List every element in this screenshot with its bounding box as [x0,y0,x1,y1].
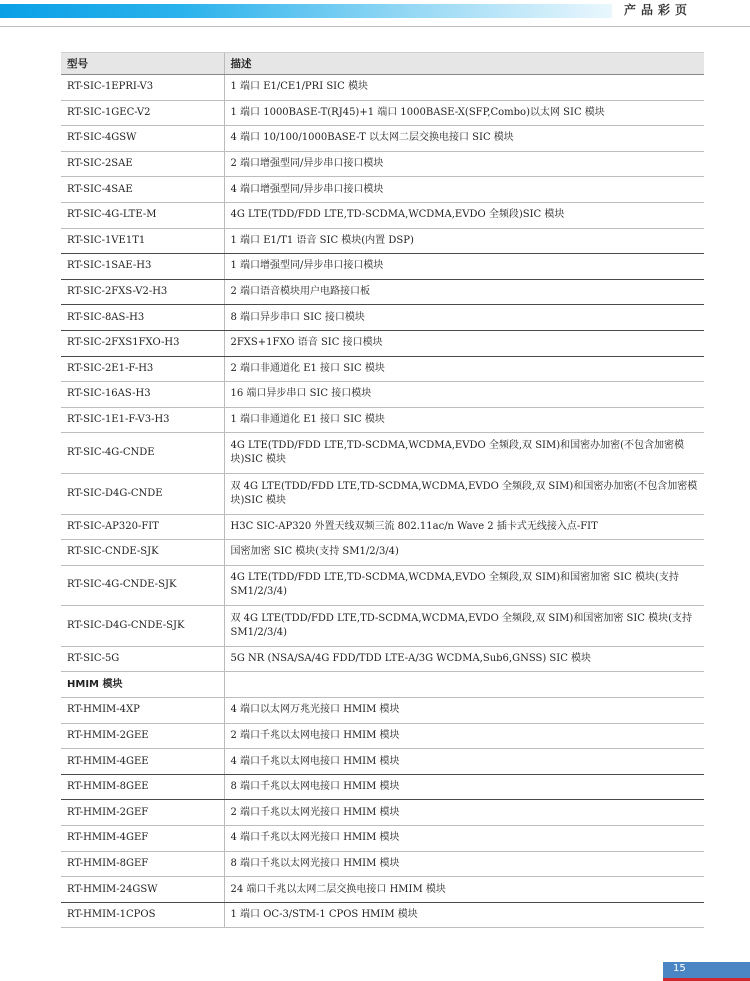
description-cell: 1 端口 OC-3/STM-1 CPOS HMIM 模块 [224,902,704,928]
table-row [61,749,704,775]
description-cell: 4 端口增强型同/异步串口接口模块 [224,177,704,203]
table-row [61,540,704,566]
description-cell: 4G LTE(TDD/FDD LTE,TD-SCDMA,WCDMA,EVDO 全频段,双 SIM)和国密办加密(不包含加密模块)SIC 模块 [224,433,704,474]
description-cell: 1 端口 E1/T1 语音 SIC 模块(内置 DSP) [224,228,704,254]
description-cell: 4G LTE(TDD/FDD LTE,TD-SCDMA,WCDMA,EVDO 全频段)SIC 模块 [224,202,704,228]
description-cell: 2 端口千兆以太网光接口 HMIM 模块 [224,800,704,826]
table-row [61,902,704,928]
table-row [61,606,704,647]
table-row [61,75,704,101]
description-cell: 4 端口以太网万兆光接口 HMIM 模块 [224,698,704,724]
table-row [61,382,704,408]
model-cell: RT-HMIM-1CPOS [61,902,224,928]
description-cell: 国密加密 SIC 模块(支持 SM1/2/3/4) [224,540,704,566]
model-cell: RT-SIC-4G-LTE-M [61,202,224,228]
table-row [61,514,704,540]
description-cell: 4G LTE(TDD/FDD LTE,TD-SCDMA,WCDMA,EVDO 全频段,双 SIM)和国密加密 SIC 模块(支持 SM1/2/3/4) [224,565,704,606]
table-row [61,800,704,826]
description-cell: 1 端口非通道化 E1 接口 SIC 模块 [224,407,704,433]
table-row [61,151,704,177]
model-cell: RT-SIC-2SAE [61,151,224,177]
section-row-hmim [61,672,704,698]
model-cell: RT-SIC-2FXS-V2-H3 [61,279,224,305]
description-cell: 4 端口千兆以太网光接口 HMIM 模块 [224,826,704,852]
description-cell: 5G NR (NSA/SA/4G FDD/TDD LTE-A/3G WCDMA,Sub6,GNSS) SIC 模块 [224,646,704,672]
table-row [61,356,704,382]
description-cell: 16 端口异步串口 SIC 接口模块 [224,382,704,408]
page-number: 15 [673,963,686,974]
model-cell: RT-HMIM-4GEE [61,749,224,775]
model-cell: RT-SIC-2FXS1FXO-H3 [61,330,224,356]
model-cell: RT-HMIM-2GEF [61,800,224,826]
model-cell: RT-SIC-16AS-H3 [61,382,224,408]
table-row [61,407,704,433]
table-row [61,473,704,514]
model-cell: RT-SIC-4G-CNDE-SJK [61,565,224,606]
description-cell: 双 4G LTE(TDD/FDD LTE,TD-SCDMA,WCDMA,EVDO 全频段,双 SIM)和国密加密 SIC 模块(支持 SM1/2/3/4) [224,606,704,647]
table-row [61,279,704,305]
description-cell: 4 端口 10/100/1000BASE-T 以太网二层交换电接口 SIC 模块 [224,126,704,152]
description-cell: 2 端口非通道化 E1 接口 SIC 模块 [224,356,704,382]
description-cell: 1 端口增强型同/异步串口接口模块 [224,254,704,280]
table-row [61,202,704,228]
section-title: HMIM 模块 [61,672,224,698]
description-cell: 2 端口增强型同/异步串口接口模块 [224,151,704,177]
model-cell: RT-SIC-2E1-F-H3 [61,356,224,382]
description-cell: H3C SIC-AP320 外置天线双频三流 802.11ac/n Wave 2 插卡式无线接入点-FIT [224,514,704,540]
model-cell: RT-SIC-D4G-CNDE-SJK [61,606,224,647]
table-row [61,723,704,749]
column-header-description: 描述 [224,53,704,75]
table-row [61,877,704,903]
model-cell: RT-SIC-4SAE [61,177,224,203]
table-row [61,851,704,877]
table-row [61,330,704,356]
model-cell: RT-SIC-1SAE-H3 [61,254,224,280]
column-header-model: 型号 [61,53,224,75]
header-rule [0,26,750,27]
table-row [61,774,704,800]
model-cell: RT-SIC-5G [61,646,224,672]
header-title: 产品彩页 [624,3,693,17]
description-cell: 1 端口 1000BASE-T(RJ45)+1 端口 1000BASE-X(SFP,Combo)以太网 SIC 模块 [224,100,704,126]
product-spec-table [61,52,704,928]
table-row [61,646,704,672]
description-cell: 2 端口语音模块用户电路接口板 [224,279,704,305]
model-cell: RT-SIC-8AS-H3 [61,305,224,331]
table-row [61,100,704,126]
table-row [61,126,704,152]
table-row [61,565,704,606]
model-cell: RT-SIC-1GEC-V2 [61,100,224,126]
model-cell: RT-SIC-CNDE-SJK [61,540,224,566]
model-cell: RT-SIC-1VE1T1 [61,228,224,254]
model-cell: RT-SIC-4GSW [61,126,224,152]
model-cell: RT-HMIM-4GEF [61,826,224,852]
model-cell: RT-SIC-D4G-CNDE [61,473,224,514]
description-cell: 2FXS+1FXO 语音 SIC 接口模块 [224,330,704,356]
description-cell: 4 端口千兆以太网电接口 HMIM 模块 [224,749,704,775]
description-cell: 8 端口千兆以太网电接口 HMIM 模块 [224,774,704,800]
header-gradient-band [0,4,612,18]
model-cell: RT-HMIM-2GEE [61,723,224,749]
model-cell: RT-SIC-1EPRI-V3 [61,75,224,101]
description-cell: 8 端口千兆以太网光接口 HMIM 模块 [224,851,704,877]
model-cell: RT-HMIM-24GSW [61,877,224,903]
model-cell: RT-HMIM-4XP [61,698,224,724]
description-cell: 双 4G LTE(TDD/FDD LTE,TD-SCDMA,WCDMA,EVDO 全频段,双 SIM)和国密办加密(不包含加密模块)SIC 模块 [224,473,704,514]
description-cell: 1 端口 E1/CE1/PRI SIC 模块 [224,75,704,101]
description-cell: 2 端口千兆以太网电接口 HMIM 模块 [224,723,704,749]
model-cell: RT-HMIM-8GEF [61,851,224,877]
description-cell [224,672,704,698]
table-row [61,698,704,724]
table-row [61,305,704,331]
table-row [61,254,704,280]
page-number-tab [663,962,750,978]
table-row [61,826,704,852]
table-row [61,228,704,254]
description-cell: 24 端口千兆以太网二层交换电接口 HMIM 模块 [224,877,704,903]
model-cell: RT-SIC-1E1-F-V3-H3 [61,407,224,433]
table-header-row [61,53,704,75]
model-cell: RT-SIC-4G-CNDE [61,433,224,474]
description-cell: 8 端口异步串口 SIC 接口模块 [224,305,704,331]
table-row [61,433,704,474]
model-cell: RT-HMIM-8GEE [61,774,224,800]
model-cell: RT-SIC-AP320-FIT [61,514,224,540]
table-row [61,177,704,203]
